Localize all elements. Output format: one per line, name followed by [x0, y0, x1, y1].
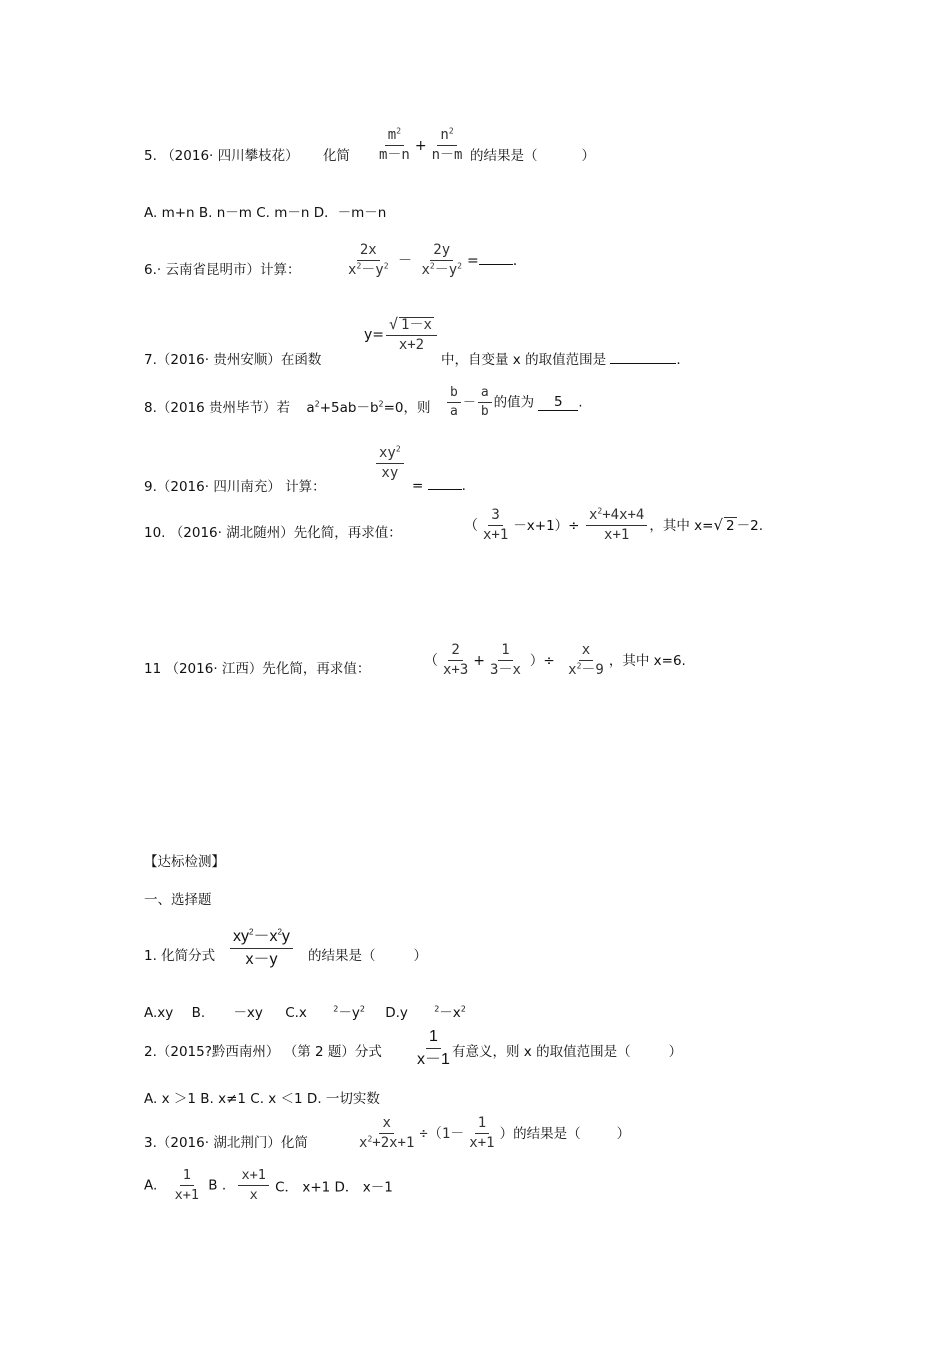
q9-label: 9.（2016· 四川南充） 计算：	[144, 479, 326, 495]
q6-equals: =	[466, 252, 479, 269]
q11-fraction-3: $\frac{x}{x^2-9}$	[568, 642, 604, 679]
c2-label: 2.（2015?黔西南州） （第 2 题）分式	[144, 1044, 382, 1060]
c1-label: 1. 化简分式	[144, 948, 216, 964]
c3-expression: $\frac{x}{x^2+2x+1}$ ÷（1－ $\frac{1}{x+1}$ ）的结果是（ ）	[354, 1116, 630, 1152]
q10-label: 10. （2016· 湖北随州）先化简，再求值：	[144, 525, 402, 541]
q5-options: A. m+n B. n－m C. m－n D．－m－n	[144, 205, 387, 221]
c3-label: 3.（2016· 湖北荆门）化简	[144, 1135, 308, 1151]
c1-expression	[228, 928, 295, 968]
c2-fraction: $\frac{1}{x-1}$	[417, 1028, 450, 1068]
q7-fraction: $\frac{√ 1-x}{x+2}$	[386, 316, 437, 354]
q6-minus: －	[397, 252, 412, 269]
section-subtitle: 一、选择题	[144, 892, 212, 908]
q11-fraction-1: $\frac{2}{x+3}$	[443, 642, 469, 679]
q8-fraction-1: $\frac{b}{a}$	[447, 386, 461, 420]
q6-answer-blank	[479, 250, 513, 265]
q8-fraction-2: $\frac{a}{b}$	[478, 386, 492, 420]
c1-tail: 的结果是（ ）	[308, 948, 427, 964]
section-title: 【达标检测】	[144, 854, 225, 870]
c2-options: A. x ＞1 B. x≠1 C. x ＜1 D. 一切实数	[144, 1091, 380, 1107]
q9-answer-blank	[428, 475, 462, 490]
q10-fraction-2: $\frac{x^2+4x+4}{x+1}$	[586, 508, 647, 544]
q9-fraction: $\frac{xy^2}{xy}$	[376, 446, 404, 482]
q5-fraction-1: $\frac{m^2}{m-n}$	[379, 126, 410, 164]
q7-function: y= $\frac{√ 1-x}{x+2}$	[364, 316, 439, 354]
q11-expression: （ $\frac{2}{x+3}$ + $\frac{1}{3-x}$ ）÷ $\frac{x}{x^2-9}$ ，其中 x=6.	[424, 642, 686, 679]
q9-tail: = .	[412, 475, 466, 494]
c3-options: A. $\frac{1}{x+1}$ B . $\frac{x+1}{x}$ C． x+1 D． x－1	[144, 1167, 393, 1203]
q8-expression: $\frac{b}{a}$ － $\frac{a}{b}$ 的值为 5 .	[445, 386, 582, 420]
q10-fraction-1: $\frac{3}{x+1}$	[483, 507, 509, 544]
q6-label: 6.· 云南省昆明市）计算：	[144, 262, 301, 278]
q5-number: 5.	[144, 148, 157, 164]
q11-label: 11 （2016· 江西）先化简，再求值：	[144, 661, 371, 677]
q5-plus: +	[414, 137, 427, 154]
q5-expression	[374, 128, 467, 164]
q6-fraction-2: $\frac{2y}{x^2-y^2}$	[421, 242, 462, 279]
q5-prompt: 化简	[322, 148, 350, 164]
q10-expression: （ $\frac{3}{x+1}$ －x+1）÷ $\frac{x^2+4x+4}{x+1}$ ，其中 x=√ 2 －2.	[464, 506, 764, 544]
q7-tail: 中，自变量 x 的取值范围是 .	[441, 348, 681, 368]
c2-tail: 有意义，则 x 的取值范围是（ ）	[452, 1044, 683, 1060]
c2-expression	[412, 1028, 455, 1068]
q5-tail: 的结果是（ ）	[470, 148, 595, 164]
q9-expression	[374, 446, 406, 482]
q11-fraction-2: $\frac{1}{3-x}$	[490, 642, 521, 679]
c3-fraction-1: $\frac{x}{x^2+2x+1}$	[359, 1115, 415, 1152]
c3-option-b-fraction: $\frac{x+1}{x}$	[238, 1168, 268, 1203]
q5-fraction-2: $\frac{n^2}{n-m}$	[431, 126, 463, 164]
c3-fraction-2: $\frac{1}{x+1}$	[469, 1115, 495, 1152]
q8-line: 8.（2016 贵州毕节）若 $a^2+5ab-b^2=0$，则	[144, 399, 431, 416]
q6-fraction-1: $\frac{2x}{x^2-y^2}$	[348, 242, 389, 279]
q7-label: 7.（2016· 贵州安顺）在函数	[144, 352, 322, 368]
c1-options: A.xy B. －xy C.x $^2-y^2$ D.y $^2-x^2$	[144, 1004, 466, 1021]
c1-fraction: $\frac{xy^2-x^2y}{x-y}$	[230, 928, 293, 968]
q5-source: （2016· 四川攀枝花）	[161, 148, 299, 164]
q5-line	[144, 144, 350, 164]
q8-answer: 5	[538, 394, 578, 411]
q6-expression: $\frac{2x}{x^2-y^2}$ － $\frac{2y}{x^2-y^2}$ = .	[343, 243, 517, 279]
q7-answer-blank	[610, 349, 676, 364]
c3-option-a-fraction: $\frac{1}{x+1}$	[174, 1167, 199, 1203]
